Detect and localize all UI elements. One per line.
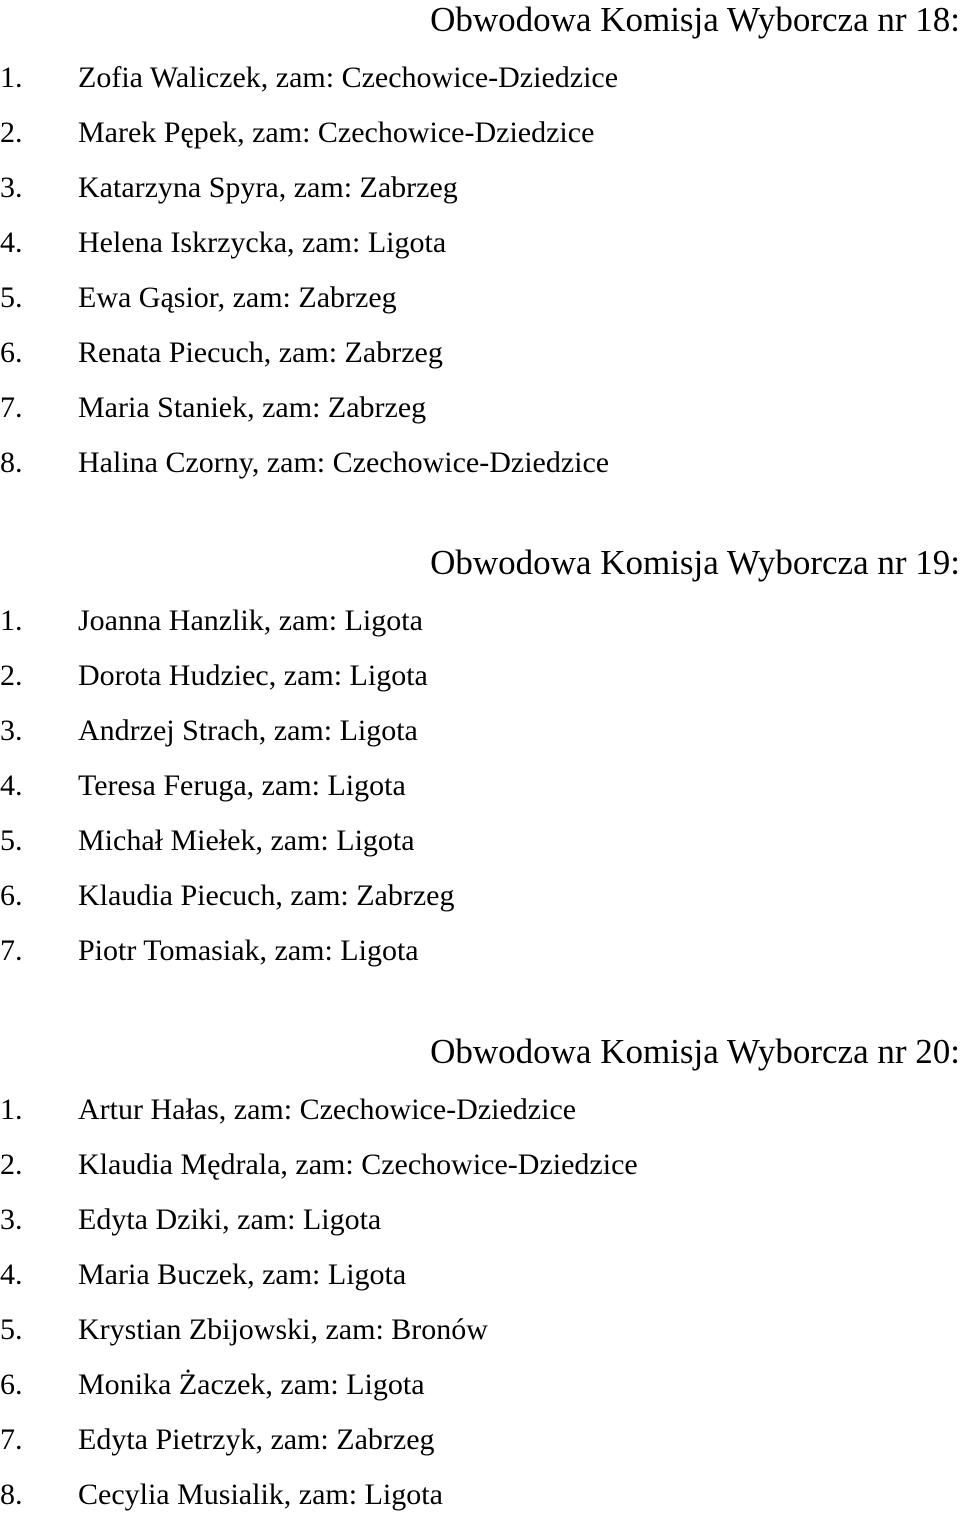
member-entry: Piotr Tomasiak, zam: Ligota	[78, 934, 419, 967]
member-entry: Michał Miełek, zam: Ligota	[78, 824, 415, 857]
commission-title: Obwodowa Komisja Wyborcza nr 20:	[430, 1032, 960, 1071]
item-number: 2.	[0, 1148, 23, 1181]
item-number: 8.	[0, 446, 23, 479]
item-number: 4.	[0, 1258, 23, 1291]
member-entry: Monika Żaczek, zam: Ligota	[78, 1368, 425, 1401]
item-number: 4.	[0, 769, 23, 802]
member-entry: Edyta Dziki, zam: Ligota	[78, 1203, 382, 1236]
item-number: 6.	[0, 1368, 23, 1401]
member-entry: Zofia Waliczek, zam: Czechowice-Dziedzice	[78, 61, 619, 94]
commission-title: Obwodowa Komisja Wyborcza nr 18:	[430, 0, 960, 39]
member-entry: Klaudia Mędrala, zam: Czechowice-Dziedzice	[78, 1148, 638, 1181]
item-number: 1.	[0, 604, 23, 637]
member-entry: Dorota Hudziec, zam: Ligota	[78, 659, 428, 692]
member-entry: Artur Hałas, zam: Czechowice-Dziedzice	[78, 1093, 577, 1126]
item-number: 4.	[0, 226, 23, 259]
item-number: 7.	[0, 1423, 23, 1456]
item-number: 7.	[0, 391, 23, 424]
member-entry: Maria Staniek, zam: Zabrzeg	[78, 391, 427, 424]
member-entry: Helena Iskrzycka, zam: Ligota	[78, 226, 447, 259]
member-entry: Ewa Gąsior, zam: Zabrzeg	[78, 281, 397, 314]
item-number: 7.	[0, 934, 23, 967]
member-entry: Klaudia Piecuch, zam: Zabrzeg	[78, 879, 455, 912]
item-number: 5.	[0, 1313, 23, 1346]
member-entry: Maria Buczek, zam: Ligota	[78, 1258, 407, 1291]
item-number: 3.	[0, 714, 23, 747]
member-entry: Cecylia Musialik, zam: Ligota	[78, 1478, 443, 1511]
item-number: 5.	[0, 281, 23, 314]
item-number: 2.	[0, 659, 23, 692]
item-number: 2.	[0, 116, 23, 149]
member-entry: Renata Piecuch, zam: Zabrzeg	[78, 336, 443, 369]
item-number: 1.	[0, 61, 23, 94]
member-entry: Halina Czorny, zam: Czechowice-Dziedzice	[78, 446, 610, 479]
member-entry: Marek Pępek, zam: Czechowice-Dziedzice	[78, 116, 595, 149]
item-number: 5.	[0, 824, 23, 857]
item-number: 3.	[0, 171, 23, 204]
commission-title: Obwodowa Komisja Wyborcza nr 19:	[430, 543, 960, 582]
member-entry: Teresa Feruga, zam: Ligota	[78, 769, 406, 802]
member-entry: Andrzej Strach, zam: Ligota	[78, 714, 418, 747]
item-number: 6.	[0, 879, 23, 912]
item-number: 1.	[0, 1093, 23, 1126]
item-number: 3.	[0, 1203, 23, 1236]
item-number: 8.	[0, 1478, 23, 1511]
member-entry: Katarzyna Spyra, zam: Zabrzeg	[78, 171, 458, 204]
member-entry: Edyta Pietrzyk, zam: Zabrzeg	[78, 1423, 435, 1456]
member-entry: Krystian Zbijowski, zam: Bronów	[78, 1313, 488, 1346]
member-entry: Joanna Hanzlik, zam: Ligota	[78, 604, 423, 637]
item-number: 6.	[0, 336, 23, 369]
